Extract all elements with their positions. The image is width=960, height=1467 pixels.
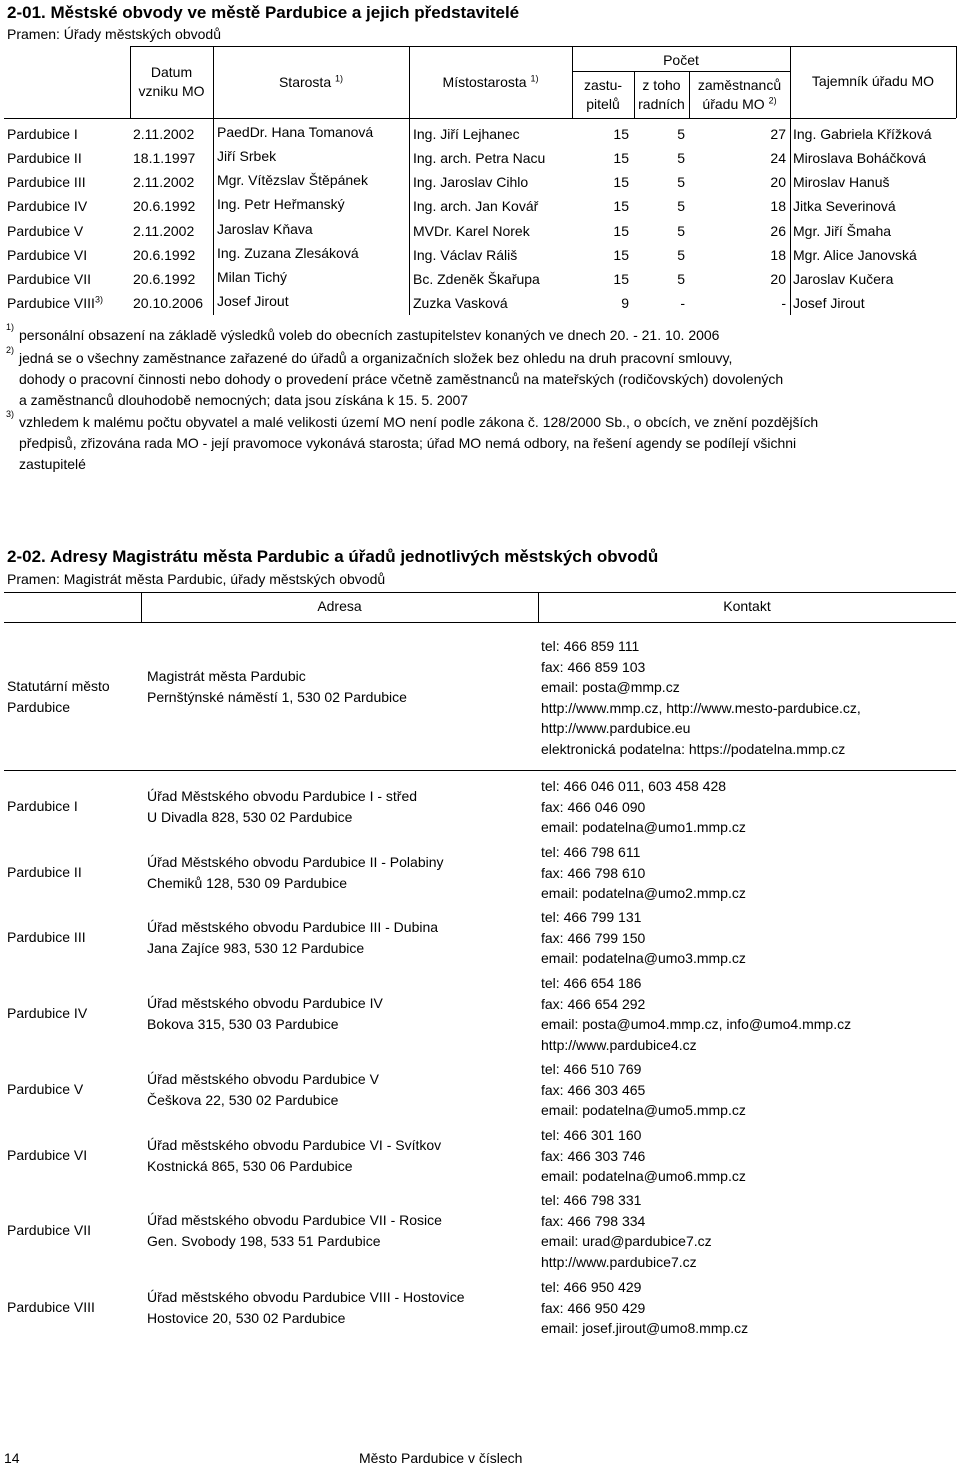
header-kontakt: Kontakt <box>723 598 771 614</box>
office-address: Úřad městského obvodu Pardubice V Češkova 22, 530 02 Pardubice <box>147 1071 379 1108</box>
cell-tajemnik: Josef Jirout <box>793 295 865 311</box>
contact-line: email: podatelna@umo3.mmp.cz <box>541 950 746 966</box>
cell-obvod: Pardubice I <box>7 126 78 142</box>
header-radnich: z toho radních <box>638 77 685 112</box>
office-name: Statutární město Pardubice <box>7 678 110 715</box>
cell-radnich: 5 <box>677 150 685 166</box>
cell-radnich: 5 <box>677 126 685 142</box>
cell-starosta: PaedDr. Hana Tomanová <box>217 124 374 140</box>
contact-line: fax: 466 859 103 <box>541 658 646 675</box>
contact-line: tel: 466 798 611 <box>541 844 641 860</box>
cell-datum: 20.6.1992 <box>133 271 196 287</box>
cell-starosta: Mgr. Vítězslav Štěpánek <box>217 172 368 188</box>
footnote-line: personální obsazení na základě výsledků voleb do obecních zastupitelstev konaných ve dnech 20. - 21. 10. 2006 <box>19 327 720 343</box>
header-pocet: Počet <box>663 52 699 68</box>
cell-datum: 20.6.1992 <box>133 247 196 263</box>
office-contact <box>541 636 861 759</box>
cell-zamestnancu: 20 <box>770 174 786 190</box>
contact-line: tel: 466 799 131 <box>541 909 642 925</box>
cell-zastupitelu: 15 <box>613 247 629 263</box>
office-address: Úřad městského obvodu Pardubice VI - Svítkov Kostnická 865, 530 06 Pardubice <box>147 1137 442 1174</box>
cell-starosta: Josef Jirout <box>217 293 289 309</box>
cell-zastupitelu: 15 <box>613 271 629 287</box>
contact-line: tel: 466 510 769 <box>541 1061 642 1077</box>
office-contact <box>541 776 746 838</box>
cell-radnich: 5 <box>677 247 685 263</box>
header-adresa: Adresa <box>317 598 362 614</box>
cell-radnich: - <box>680 295 685 311</box>
contact-line: fax: 466 303 465 <box>541 1081 646 1098</box>
contact-line: http://www.pardubice.eu <box>541 720 691 736</box>
cell-mistostarosta: Ing. arch. Petra Nacu <box>413 150 546 166</box>
contact-line: tel: 466 798 331 <box>541 1192 642 1208</box>
footnote-line: dohody o pracovní činnosti nebo dohody o provedení práce včetně zaměstnanců na mateřských (rodičovských) dovolených <box>19 371 784 387</box>
contact-line: fax: 466 798 610 <box>541 864 646 881</box>
cell-tajemnik: Ing. Gabriela Křížková <box>793 126 932 142</box>
cell-tajemnik: Mgr. Alice Janovská <box>793 247 917 263</box>
contact-line: email: podatelna@umo6.mmp.cz <box>541 1168 746 1184</box>
cell-starosta: Ing. Petr Heřmanský <box>217 196 345 212</box>
office-contact <box>541 1125 746 1187</box>
contact-line: email: podatelna@umo2.mmp.cz <box>541 885 746 901</box>
contact-line: http://www.pardubice7.cz <box>541 1253 697 1270</box>
footnote-mark: 2) <box>6 345 15 355</box>
contact-line: fax: 466 303 746 <box>541 1147 646 1164</box>
office-name: Pardubice VII <box>7 1222 92 1238</box>
cell-starosta: Ing. Zuzana Zlesáková <box>217 245 359 261</box>
header-zastupitelu: zastu- pitelů <box>583 77 623 112</box>
footnote-line: a zaměstnanců dlouhodobě nemocných; data jsou získána k 15. 5. 2007 <box>19 392 469 408</box>
cell-obvod: Pardubice VIII$^{3)}$ <box>7 294 103 311</box>
page-number: 14 <box>4 1450 20 1466</box>
contact-line: elektronická podatelna: https://podatelna.mmp.cz <box>541 740 846 757</box>
cell-zastupitelu: 9 <box>621 295 629 311</box>
contact-line: tel: 466 046 011, 603 458 428 <box>541 778 727 794</box>
cell-radnich: 5 <box>677 198 685 214</box>
office-address: Úřad městského obvodu Pardubice IV Bokova 315, 530 03 Pardubice <box>147 995 383 1032</box>
cell-mistostarosta: MVDr. Karel Norek <box>413 223 530 239</box>
contact-line: fax: 466 799 150 <box>541 929 646 946</box>
office-contact <box>541 907 746 969</box>
contact-line: http://www.pardubice4.cz <box>541 1036 697 1053</box>
office-address: Úřad Městského obvodu Pardubice I - střed U Divadla 828, 530 02 Pardubice <box>147 788 418 825</box>
section1-source: Pramen: Úřady městských obvodů <box>7 26 221 42</box>
cell-datum: 2.11.2002 <box>133 223 195 239</box>
cell-mistostarosta: Ing. Jaroslav Cihlo <box>413 174 529 190</box>
cell-mistostarosta: Zuzka Vasková <box>413 295 508 311</box>
contact-line: fax: 466 950 429 <box>541 1299 646 1316</box>
cell-radnich: 5 <box>677 223 685 239</box>
cell-mistostarosta: Bc. Zdeněk Škařupa <box>413 271 540 287</box>
contact-line: email: urad@pardubice7.cz <box>541 1233 712 1249</box>
office-name: Pardubice VIII <box>7 1299 95 1315</box>
office-contact <box>541 1190 712 1272</box>
office-address: Magistrát města Pardubic Pernštýnské náměstí 1, 530 02 Pardubice <box>147 668 407 705</box>
contact-line: email: podatelna@umo1.mmp.cz <box>541 819 746 835</box>
office-address: Úřad městského obvodu Pardubice III - Dubina Jana Zajíce 983, 530 12 Pardubice <box>147 919 439 956</box>
cell-datum: 18.1.1997 <box>133 150 196 166</box>
cell-zamestnancu: 26 <box>770 223 786 239</box>
footnote-line: předpisů, zřizována rada MO - její pravomoce vykonává starosta; úřad MO nemá odbory, na řešení agendy se podílejí všichni <box>19 435 797 451</box>
cell-obvod: Pardubice VII <box>7 271 92 287</box>
section2-source: Pramen: Magistrát města Pardubic, úřady městských obvodů <box>7 571 386 587</box>
footnote-mark: 3) <box>6 409 15 419</box>
cell-obvod: Pardubice VI <box>7 247 88 263</box>
office-address: Úřad městského obvodu Pardubice VIII - Hostovice Hostovice 20, 530 02 Pardubice <box>147 1289 465 1326</box>
cell-tajemnik: Miroslava Boháčková <box>793 150 927 166</box>
section2-title: 2-02. Adresy Magistrátu města Pardubic a úřadů jednotlivých městských obvodů <box>7 547 659 566</box>
contact-line: email: podatelna@umo5.mmp.cz <box>541 1102 746 1118</box>
cell-zamestnancu: 20 <box>770 271 786 287</box>
cell-starosta: Jiří Srbek <box>217 148 277 164</box>
cell-zastupitelu: 15 <box>613 150 629 166</box>
office-name: Pardubice V <box>7 1081 84 1097</box>
header-mistostarosta: Místostarosta $^{1)}$ <box>442 73 539 90</box>
office-contact <box>541 1277 748 1339</box>
cell-zamestnancu: 18 <box>770 198 786 214</box>
cell-obvod: Pardubice II <box>7 150 82 166</box>
cell-tajemnik: Miroslav Hanuš <box>793 174 890 190</box>
cell-datum: 2.11.2002 <box>133 174 195 190</box>
contact-line: email: josef.jirout@umo8.mmp.cz <box>541 1320 749 1336</box>
office-name: Pardubice II <box>7 864 82 880</box>
contact-line: tel: 466 654 186 <box>541 975 642 991</box>
contact-line: tel: 466 301 160 <box>541 1127 642 1143</box>
footnote-ref: 3) <box>94 294 103 305</box>
office-name: Pardubice VI <box>7 1147 88 1163</box>
office-name: Pardubice IV <box>7 1005 88 1021</box>
footnote-line: jedná se o všechny zaměstnance zařazené do úřadů a organizačních složek bez ohledu na druh pracovní smlouvy, <box>19 350 733 366</box>
section1-title: 2-01. Městské obvody ve městě Pardubice a jejich představitelé <box>7 3 520 22</box>
footnote-mark: 1) <box>6 322 15 332</box>
office-address: Úřad městského obvodu Pardubice VII - Rosice Gen. Svobody 198, 533 51 Pardubice <box>147 1212 442 1249</box>
contact-line: fax: 466 798 334 <box>541 1212 646 1229</box>
cell-datum: 20.6.1992 <box>133 198 196 214</box>
cell-zamestnancu: 24 <box>770 150 786 166</box>
publication-name: Město Pardubice v číslech <box>359 1450 523 1466</box>
office-name: Pardubice III <box>7 929 86 945</box>
cell-zastupitelu: 15 <box>613 198 629 214</box>
cell-zamestnancu: 18 <box>770 247 786 263</box>
office-address: Úřad Městského obvodu Pardubice II - Polabiny Chemiků 128, 530 09 Pardubice <box>147 854 444 891</box>
contact-line: tel: 466 859 111 <box>541 638 640 654</box>
cell-zamestnancu: - <box>781 295 786 311</box>
header-zamestnancu: zaměstnanců úřadu MO $^{2)}$ <box>697 77 782 112</box>
office-contact <box>541 1059 746 1121</box>
cell-tajemnik: Jitka Severinová <box>793 198 896 214</box>
contact-line: fax: 466 654 292 <box>541 995 646 1012</box>
cell-starosta: Jaroslav Kňava <box>217 221 313 237</box>
cell-tajemnik: Jaroslav Kučera <box>793 271 894 287</box>
cell-tajemnik: Mgr. Jiří Šmaha <box>793 223 892 239</box>
footnote-line: vzhledem k malému počtu obyvatel a malé velikosti území MO není podle zákona č. 128/2000 Sb., o obcích, ve znění pozdějších <box>19 414 819 430</box>
office-contact <box>541 842 746 904</box>
cell-radnich: 5 <box>677 271 685 287</box>
cell-mistostarosta: Ing. Jiří Lejhanec <box>413 126 520 142</box>
contact-line: fax: 466 046 090 <box>541 798 646 815</box>
contact-line: email: posta@mmp.cz <box>541 679 680 695</box>
cell-radnich: 5 <box>677 174 685 190</box>
cell-zastupitelu: 15 <box>613 126 629 142</box>
cell-obvod: Pardubice III <box>7 174 86 190</box>
header-datum: Datum vzniku MO <box>138 64 205 99</box>
cell-mistostarosta: Ing. arch. Jan Kovář <box>413 198 539 214</box>
cell-zastupitelu: 15 <box>613 174 629 190</box>
cell-mistostarosta: Ing. Václav Ráliš <box>413 247 518 263</box>
cell-starosta: Milan Tichý <box>217 269 288 285</box>
header-tajemnik: Tajemník úřadu MO <box>811 73 935 89</box>
cell-zastupitelu: 15 <box>613 223 629 239</box>
header-starosta: Starosta $^{1)}$ <box>278 73 344 90</box>
office-name: Pardubice I <box>7 798 78 814</box>
cell-obvod: Pardubice V <box>7 223 84 239</box>
cell-datum: 2.11.2002 <box>133 126 195 142</box>
footnote-line: zastupitelé <box>19 456 86 472</box>
contact-line: email: posta@umo4.mmp.cz, info@umo4.mmp.cz <box>541 1016 852 1032</box>
contact-line: http://www.mmp.cz, http://www.mesto-pardubice.cz, <box>541 699 861 716</box>
contact-line: tel: 466 950 429 <box>541 1279 642 1295</box>
cell-zamestnancu: 27 <box>770 126 786 142</box>
cell-obvod: Pardubice IV <box>7 198 88 214</box>
office-contact <box>541 973 851 1055</box>
cell-datum: 20.10.2006 <box>133 295 204 311</box>
